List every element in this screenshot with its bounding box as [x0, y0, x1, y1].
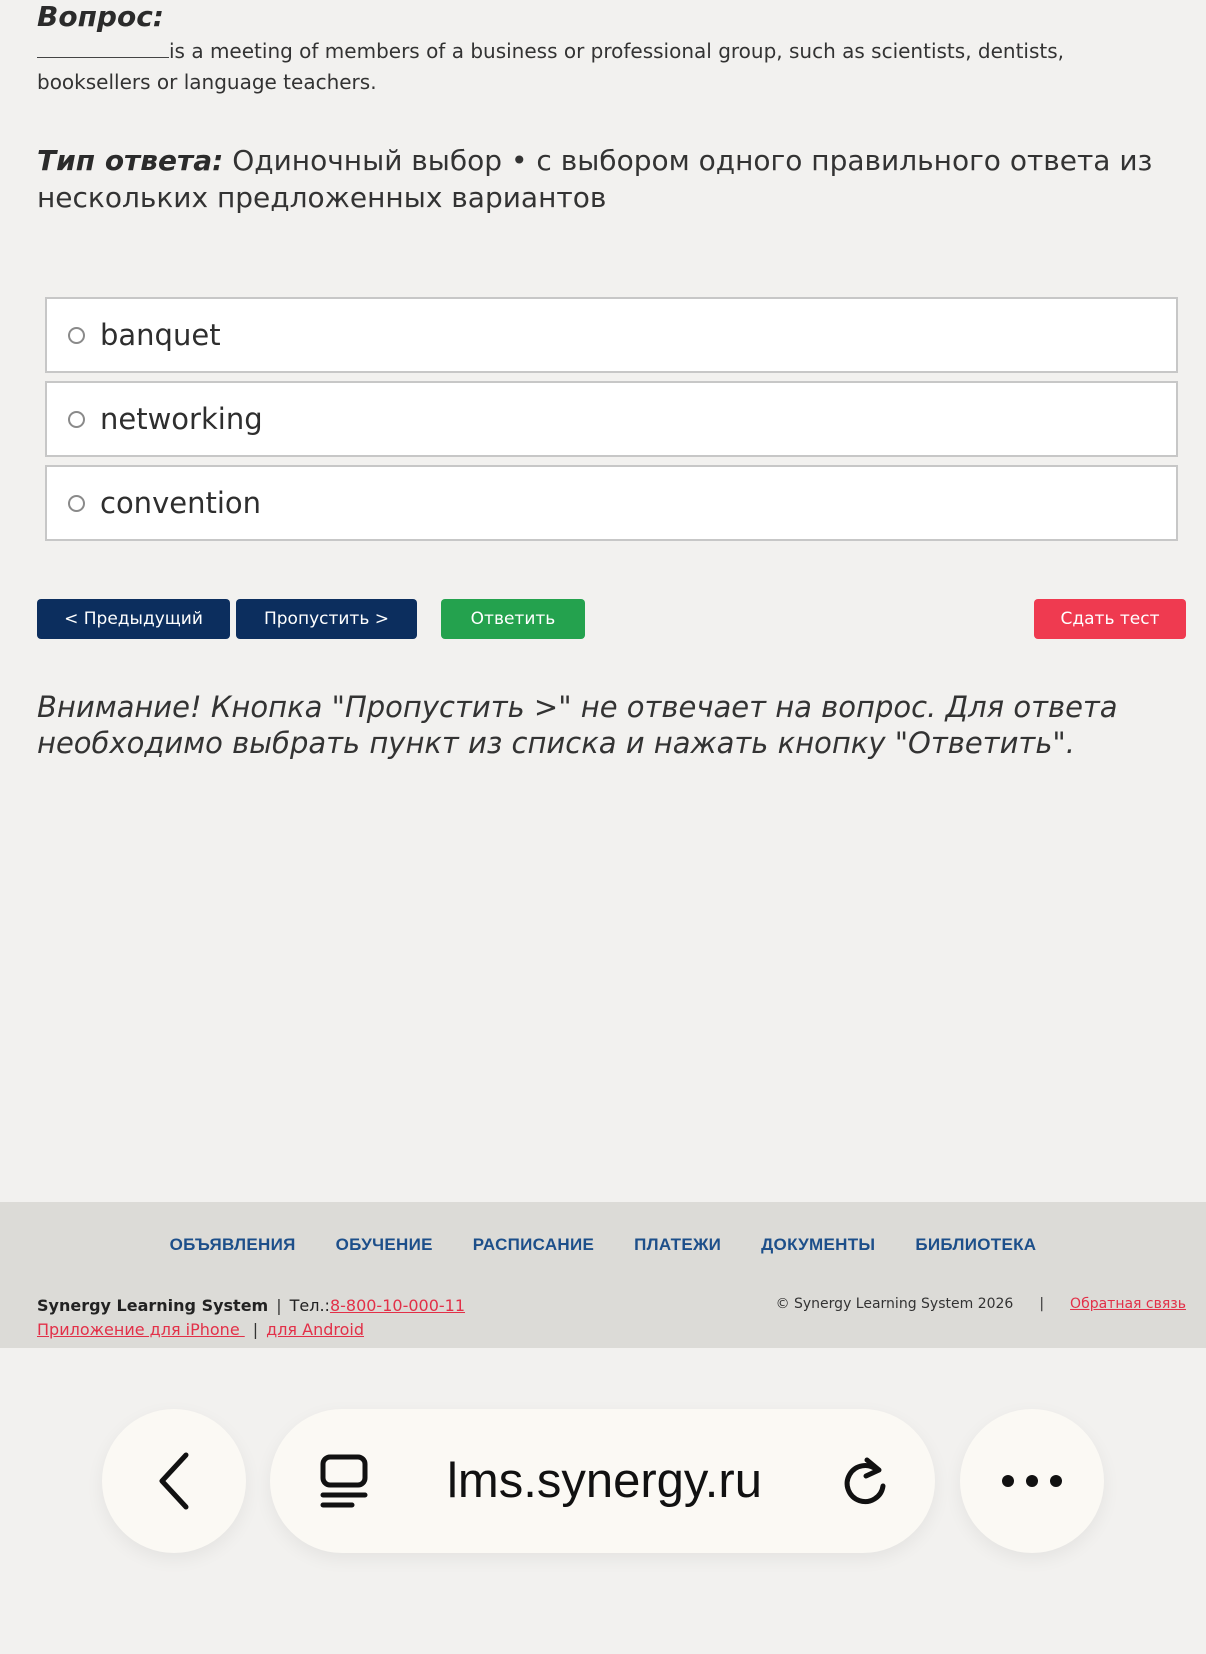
tabs-icon — [318, 1453, 370, 1509]
reload-icon[interactable] — [839, 1452, 891, 1510]
separator: | — [1039, 1296, 1045, 1312]
answer-type-text: Одиночный выбор • с выбором одного правильного ответа из нескольких предложенных вариантов — [37, 144, 1153, 214]
radio-icon[interactable] — [68, 327, 85, 344]
separator: | — [252, 1320, 259, 1339]
separator: | — [276, 1296, 282, 1315]
question-text — [37, 36, 1167, 98]
footer-nav-schedule[interactable]: РАСПИСАНИЕ — [472, 1235, 595, 1254]
question-label: Вопрос: — [37, 0, 164, 33]
footer-nav — [0, 1235, 1206, 1255]
phone-label: Тел.: — [289, 1296, 330, 1315]
answer-button[interactable]: Ответить — [441, 599, 585, 639]
answer-type-label: Тип ответа: — [37, 144, 224, 177]
feedback-link[interactable]: Обратная связь — [1070, 1296, 1186, 1312]
radio-icon[interactable] — [68, 495, 85, 512]
iphone-app-link[interactable]: Приложение для iPhone — [37, 1320, 245, 1339]
footer — [0, 1202, 1206, 1348]
option-label: banquet — [100, 318, 221, 352]
footer-right — [776, 1296, 1186, 1312]
back-icon — [152, 1449, 196, 1513]
warning-text: Внимание! Кнопка "Пропустить >" не отвечает на вопрос. Для ответа необходимо выбрать пункт из списка и нажать кнопку "Ответить". — [37, 690, 1118, 760]
answer-type — [37, 142, 1157, 216]
radio-icon[interactable] — [68, 411, 85, 428]
skip-button[interactable]: Пропустить > — [236, 599, 417, 639]
back-button[interactable] — [102, 1409, 246, 1553]
option-convention[interactable] — [45, 465, 1178, 541]
question-body: is a meeting of members of a business or professional group, such as scientists, dentists, booksellers or language teachers. — [37, 39, 1065, 94]
option-networking[interactable] — [45, 381, 1178, 457]
submit-test-button[interactable]: Сдать тест — [1034, 599, 1186, 639]
answer-blank — [37, 39, 169, 58]
option-label: convention — [100, 486, 262, 520]
phone-link[interactable]: 8-800-10-000-11 — [329, 1296, 466, 1315]
previous-button[interactable]: < Предыдущий — [37, 599, 230, 639]
option-label: networking — [100, 402, 263, 436]
footer-brand: Synergy Learning System — [37, 1296, 269, 1315]
footer-info — [37, 1294, 465, 1342]
more-icon — [1000, 1473, 1064, 1489]
url-text[interactable]: lms.synergy.ru — [447, 1454, 762, 1508]
browser-toolbar — [0, 1409, 1206, 1553]
more-button[interactable] — [960, 1409, 1104, 1553]
footer-nav-documents[interactable]: ДОКУМЕНТЫ — [761, 1235, 876, 1254]
copyright: © Synergy Learning System 2026 — [775, 1296, 1014, 1312]
footer-nav-learning[interactable]: ОБУЧЕНИЕ — [335, 1235, 433, 1254]
options-list — [45, 297, 1178, 549]
footer-nav-payments[interactable]: ПЛАТЕЖИ — [634, 1235, 722, 1254]
option-banquet[interactable] — [45, 297, 1178, 373]
address-bar[interactable] — [270, 1409, 935, 1553]
footer-nav-library[interactable]: БИБЛИОТЕКА — [915, 1235, 1037, 1254]
android-app-link[interactable]: для Android — [266, 1320, 364, 1339]
footer-nav-announcements[interactable]: ОБЪЯВЛЕНИЯ — [169, 1235, 296, 1254]
